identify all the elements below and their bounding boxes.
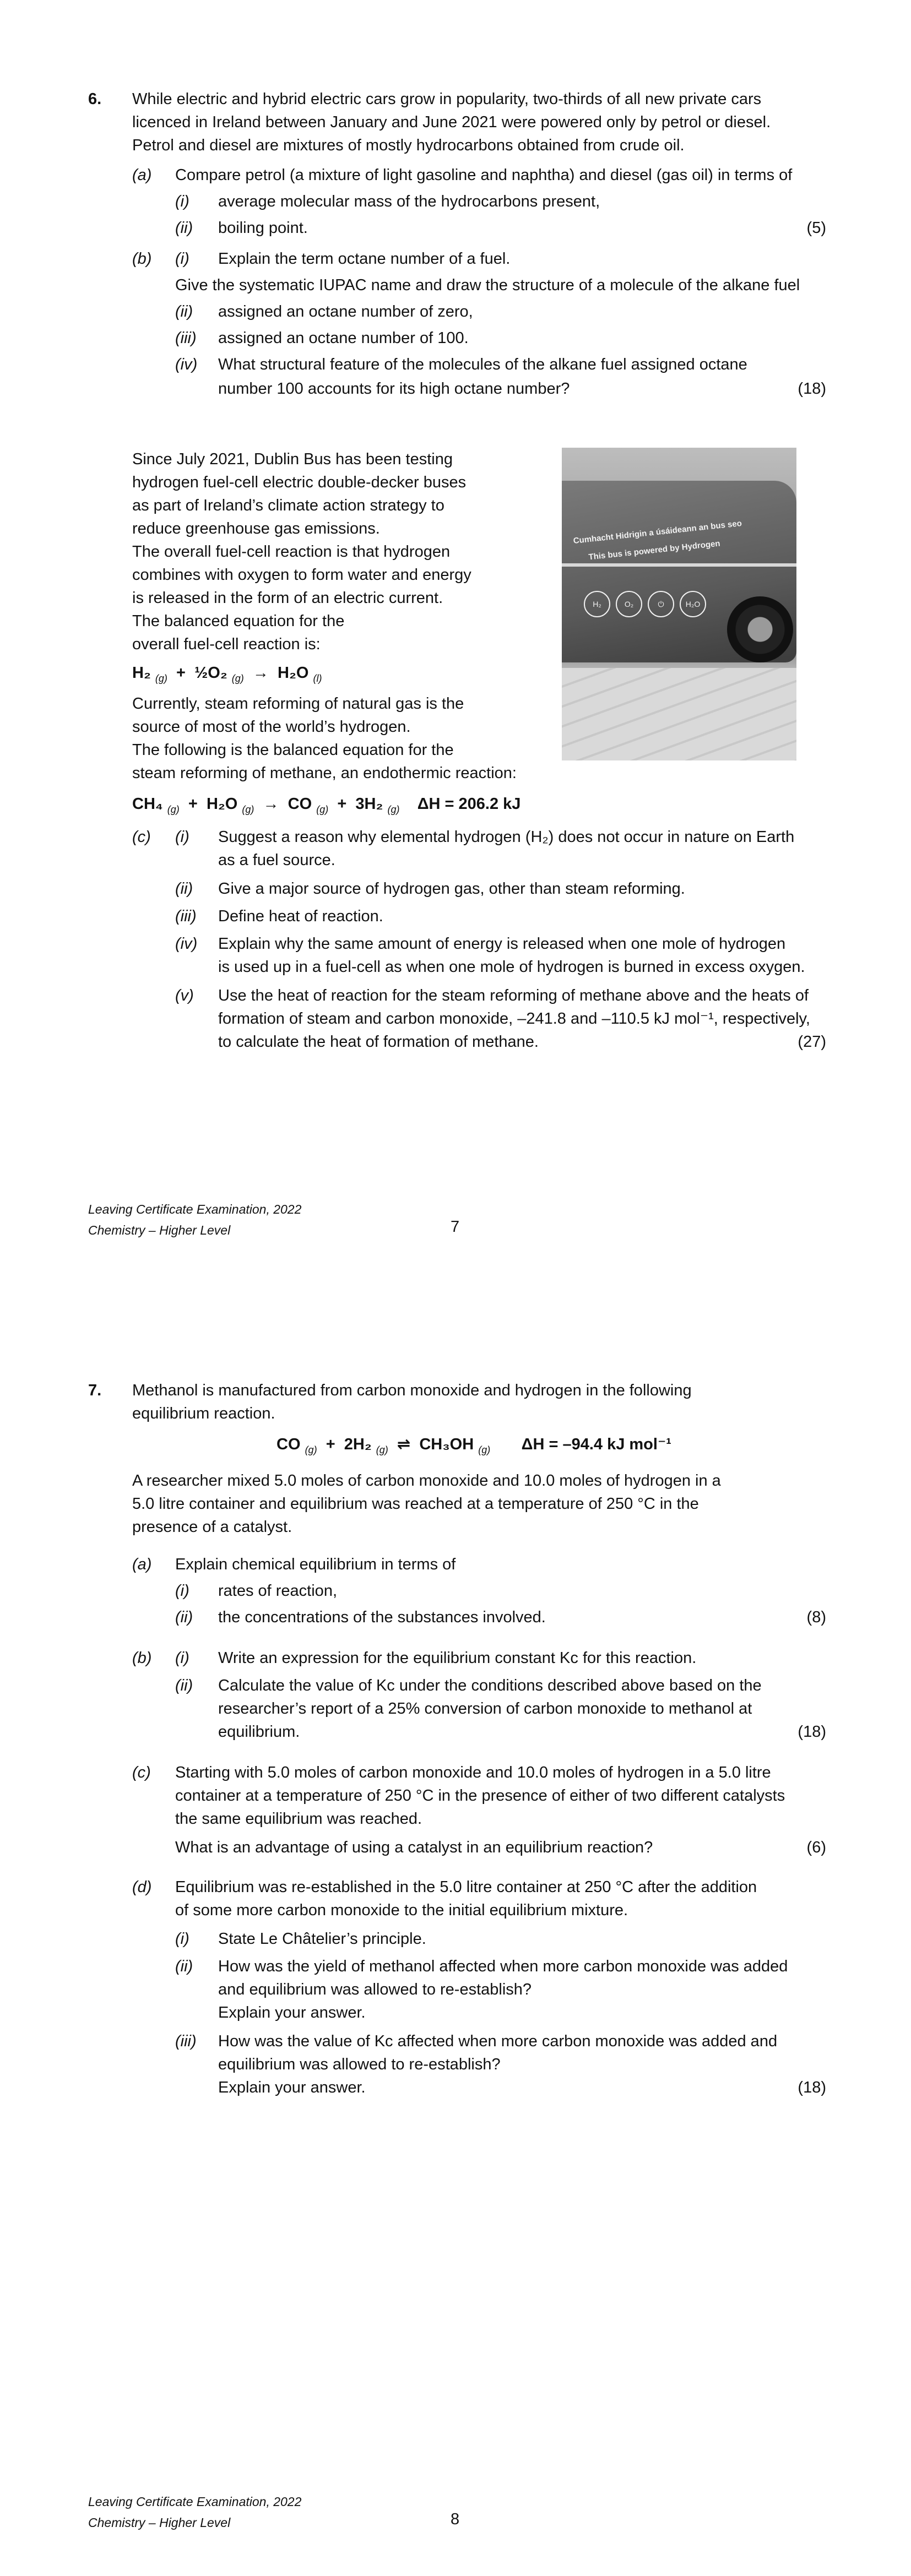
exam-page-8 bbox=[0, 1288, 911, 2576]
eq2-enthalpy: ΔH = 206.2 kJ bbox=[417, 795, 521, 813]
question-6-intro-2: licenced in Ireland between January and June 2021 were powered only by petrol or diesel. bbox=[132, 113, 771, 131]
pavement bbox=[562, 668, 796, 760]
part-6c-letter: (c) bbox=[132, 828, 151, 846]
part-6c-i-line1: Suggest a reason why elemental hydrogen (H₂) does not occur in nature on Earth bbox=[218, 828, 795, 846]
eq2-h2: 3H₂ bbox=[355, 795, 383, 813]
part-6c-iii-text: Define heat of reaction. bbox=[218, 907, 383, 925]
question-6-intro-3: Petrol and diesel are mixtures of mostly hydrocarbons obtained from crude oil. bbox=[132, 137, 685, 154]
footer-subject: Chemistry – Higher Level bbox=[88, 2515, 231, 2530]
part-7b-marks: (18) bbox=[798, 1723, 826, 1741]
setup-line-2: 5.0 litre container and equilibrium was reached at a temperature of 250 °C in the bbox=[132, 1495, 699, 1513]
part-7d-iii-line3: Explain your answer. bbox=[218, 2079, 366, 2096]
part-6a-i-number: (i) bbox=[175, 193, 189, 210]
passage-line-5: The overall fuel-cell reaction is that hydrogen bbox=[132, 543, 451, 561]
part-7c-line1: Starting with 5.0 moles of carbon monoxide and 10.0 moles of hydrogen in a 5.0 litre bbox=[175, 1764, 771, 1781]
eq3-co-state: (g) bbox=[305, 1444, 317, 1455]
part-6c-i-line2: as a fuel source. bbox=[218, 851, 335, 869]
part-7a-ii-number: (ii) bbox=[175, 1608, 193, 1626]
part-6c-v-number: (v) bbox=[175, 987, 194, 1004]
eq3-plus: + bbox=[326, 1436, 335, 1453]
part-7d-letter: (d) bbox=[132, 1878, 152, 1896]
eq2-h2o-state: (g) bbox=[242, 803, 254, 815]
part-6c-ii-number: (ii) bbox=[175, 880, 193, 898]
question-7-number: 7. bbox=[88, 1382, 102, 1399]
part-7a-text: Explain chemical equilibrium in terms of bbox=[175, 1556, 456, 1573]
part-7b-i-text: Write an expression for the equilibrium constant Kc for this reaction. bbox=[218, 1649, 697, 1667]
part-7c-question: What is an advantage of using a catalyst in an equilibrium reaction? bbox=[175, 1839, 653, 1856]
part-7d-iii-line1: How was the value of Kc affected when more carbon monoxide was added and bbox=[218, 2032, 778, 2050]
page-number: 7 bbox=[451, 1218, 460, 1236]
fuel-cell-equation bbox=[132, 661, 322, 691]
part-6a-letter: (a) bbox=[132, 166, 152, 184]
part-7b-ii-number: (ii) bbox=[175, 1677, 193, 1694]
part-7a-letter: (a) bbox=[132, 1556, 152, 1573]
bus-irish-slogan: Cumhacht Hidrigin a úsáideann an bus seo bbox=[572, 518, 742, 546]
part-6c-v-line1: Use the heat of reaction for the steam reforming of methane above and the heats of bbox=[218, 987, 809, 1004]
part-7c-line3: the same equilibrium was reached. bbox=[175, 1810, 422, 1828]
part-7d-ii-line1: How was the yield of methanol affected when more carbon monoxide was added bbox=[218, 1958, 788, 1975]
part-7c-line2: container at a temperature of 250 °C in the presence of either of two different catalysts bbox=[175, 1787, 785, 1805]
part-7b-ii-line3: equilibrium. bbox=[218, 1723, 300, 1741]
passage-line-3: as part of Ireland’s climate action strategy to bbox=[132, 497, 444, 514]
footer-exam-title: Leaving Certificate Examination, 2022 bbox=[88, 2495, 302, 2509]
passage-line-8: The balanced equation for the bbox=[132, 612, 345, 630]
eq3-methanol: CH₃OH bbox=[419, 1436, 474, 1453]
part-6b-letter: (b) bbox=[132, 250, 152, 268]
part-7d-iii-number: (iii) bbox=[175, 2032, 197, 2050]
part-7b-ii-line1: Calculate the value of Kc under the conditions described above based on the bbox=[218, 1677, 762, 1694]
part-7b-letter: (b) bbox=[132, 1649, 152, 1667]
part-6c-iv-line2: is used up in a fuel-cell as when one mole of hydrogen is burned in excess oxygen. bbox=[218, 958, 805, 976]
part-7d-i-text: State Le Châtelier’s principle. bbox=[218, 1930, 426, 1948]
passage-line-7: is released in the form of an electric current. bbox=[132, 589, 443, 607]
part-7d-i-number: (i) bbox=[175, 1930, 189, 1948]
part-7b-ii-line2: researcher’s report of a 25% conversion of carbon monoxide to methanol at bbox=[218, 1700, 752, 1718]
eq2-h2-state: (g) bbox=[387, 803, 400, 815]
passage-line-2: hydrogen fuel-cell electric double-decker buses bbox=[132, 474, 467, 491]
footer-subject: Chemistry – Higher Level bbox=[88, 1223, 231, 1237]
eq2-arrow: → bbox=[263, 795, 279, 813]
setup-line-1: A researcher mixed 5.0 moles of carbon monoxide and 10.0 moles of hydrogen in a bbox=[132, 1472, 721, 1490]
part-7a-i-text: rates of reaction, bbox=[218, 1582, 337, 1600]
part-7a-i-number: (i) bbox=[175, 1582, 189, 1600]
question-7-intro-1: Methanol is manufactured from carbon monoxide and hydrogen in the following bbox=[132, 1382, 692, 1399]
oxygen-circle-icon: O₂ bbox=[616, 591, 642, 617]
part-6b-i-number: (i) bbox=[175, 250, 189, 268]
hydrogen-circle-icon: H₂ bbox=[584, 591, 610, 617]
eq1-h2o: H₂O bbox=[278, 664, 309, 682]
eq1-h2: H₂ bbox=[132, 664, 151, 682]
eq2-co: CO bbox=[288, 795, 312, 813]
eq3-h2: 2H₂ bbox=[344, 1436, 372, 1453]
part-6c-v-line2: formation of steam and carbon monoxide, –241.8 and –110.5 kJ mol⁻¹, respectively, bbox=[218, 1010, 810, 1028]
part-6b-iv-number: (iv) bbox=[175, 356, 198, 373]
eq1-o2-state: (g) bbox=[231, 672, 244, 684]
part-7d-line2: of some more carbon monoxide to the initial equilibrium mixture. bbox=[175, 1901, 628, 1919]
passage-line-4: reduce greenhouse gas emissions. bbox=[132, 520, 380, 537]
eq1-arrow: → bbox=[252, 664, 269, 682]
eq2-ch4: CH₄ bbox=[132, 795, 163, 813]
eq3-co: CO bbox=[276, 1436, 301, 1453]
passage2-line-2: source of most of the world’s hydrogen. bbox=[132, 718, 411, 736]
eq2-h2o: H₂O bbox=[206, 795, 238, 813]
eq1-h2-state: (g) bbox=[155, 672, 167, 684]
passage-line-9: overall fuel-cell reaction is: bbox=[132, 635, 321, 653]
question-7-intro-2: equilibrium reaction. bbox=[132, 1405, 275, 1422]
eq3-equilibrium-arrow: ⇌ bbox=[397, 1436, 411, 1453]
part-6b-iv-line2: number 100 accounts for its high octane number? bbox=[218, 380, 570, 398]
eq3-enthalpy: ΔH = –94.4 kJ mol⁻¹ bbox=[521, 1436, 671, 1453]
part-6b-marks: (18) bbox=[798, 380, 826, 398]
part-6b-i-text: Explain the term octane number of a fuel. bbox=[218, 250, 511, 268]
steam-reforming-equation bbox=[132, 792, 520, 822]
part-6b-iii-number: (iii) bbox=[175, 329, 197, 347]
part-6b-give: Give the systematic IUPAC name and draw the structure of a molecule of the alkane fuel bbox=[175, 276, 800, 294]
part-6c-i-number: (i) bbox=[175, 828, 189, 846]
part-6a-ii-number: (ii) bbox=[175, 219, 193, 237]
part-7b-i-number: (i) bbox=[175, 1649, 189, 1667]
part-7d-ii-line3: Explain your answer. bbox=[218, 2004, 366, 2021]
bus-wheel bbox=[727, 596, 793, 662]
part-6c-v-line3: to calculate the heat of formation of methane. bbox=[218, 1033, 539, 1051]
part-7a-marks: (8) bbox=[806, 1608, 826, 1626]
eq3-h2-state: (g) bbox=[376, 1444, 388, 1455]
part-6b-iii-text: assigned an octane number of 100. bbox=[218, 329, 469, 347]
bus-stripe bbox=[562, 563, 796, 567]
bus-icon-row bbox=[584, 591, 706, 617]
part-7d-marks: (18) bbox=[798, 2079, 826, 2096]
footer-exam-title: Leaving Certificate Examination, 2022 bbox=[88, 1202, 302, 1216]
water-circle-icon: H₂O bbox=[680, 591, 706, 617]
eq2-co-state: (g) bbox=[316, 803, 329, 815]
page-number: 8 bbox=[451, 2510, 460, 2528]
eq2-plus-1: + bbox=[188, 795, 198, 813]
part-7d-iii-line2: equilibrium was allowed to re-establish? bbox=[218, 2056, 501, 2073]
part-6a-text: Compare petrol (a mixture of light gasoline and naphtha) and diesel (gas oil) in terms of bbox=[175, 166, 793, 184]
bus-english-slogan: This bus is powered by Hydrogen bbox=[588, 539, 721, 562]
part-6b-iv-line1: What structural feature of the molecules of the alkane fuel assigned octane bbox=[218, 356, 747, 373]
passage-line-1: Since July 2021, Dublin Bus has been testing bbox=[132, 450, 453, 468]
part-6a-marks: (5) bbox=[806, 219, 826, 237]
power-circle-icon: ⏻ bbox=[648, 591, 674, 617]
hydrogen-bus-photo bbox=[562, 448, 796, 760]
part-7c-marks: (6) bbox=[806, 1839, 826, 1856]
part-6c-marks: (27) bbox=[798, 1033, 826, 1051]
passage-line-6: combines with oxygen to form water and energy bbox=[132, 566, 471, 584]
question-6-intro-1: While electric and hybrid electric cars grow in popularity, two-thirds of all new private cars bbox=[132, 90, 762, 108]
part-6c-iii-number: (iii) bbox=[175, 907, 197, 925]
part-6b-ii-number: (ii) bbox=[175, 303, 193, 320]
part-6c-iv-number: (iv) bbox=[175, 935, 198, 953]
part-6c-iv-line1: Explain why the same amount of energy is released when one mole of hydrogen bbox=[218, 935, 786, 953]
setup-line-3: presence of a catalyst. bbox=[132, 1518, 292, 1536]
eq1-h2o-state: (l) bbox=[313, 672, 322, 684]
eq3-methanol-state: (g) bbox=[478, 1444, 491, 1455]
passage2-line-1: Currently, steam reforming of natural gas is the bbox=[132, 695, 464, 713]
part-7d-line1: Equilibrium was re-established in the 5.0 litre container at 250 °C after the addition bbox=[175, 1878, 757, 1896]
part-6a-i-text: average molecular mass of the hydrocarbons present, bbox=[218, 193, 600, 210]
eq2-plus-2: + bbox=[337, 795, 347, 813]
part-7a-ii-text: the concentrations of the substances involved. bbox=[218, 1608, 546, 1626]
passage2-line-4: steam reforming of methane, an endothermic reaction: bbox=[132, 764, 517, 782]
eq1-o2: ½O₂ bbox=[194, 664, 227, 682]
methanol-equilibrium-equation bbox=[276, 1432, 671, 1462]
part-6a-ii-text: boiling point. bbox=[218, 219, 308, 237]
question-6-number: 6. bbox=[88, 90, 102, 108]
part-7d-ii-number: (ii) bbox=[175, 1958, 193, 1975]
eq2-ch4-state: (g) bbox=[167, 803, 180, 815]
passage2-line-3: The following is the balanced equation for the bbox=[132, 741, 454, 759]
eq1-plus: + bbox=[176, 664, 186, 682]
part-6c-ii-text: Give a major source of hydrogen gas, other than steam reforming. bbox=[218, 880, 685, 898]
part-7c-letter: (c) bbox=[132, 1764, 151, 1781]
part-7d-ii-line2: and equilibrium was allowed to re-establish? bbox=[218, 1981, 532, 1998]
part-6b-ii-text: assigned an octane number of zero, bbox=[218, 303, 473, 320]
